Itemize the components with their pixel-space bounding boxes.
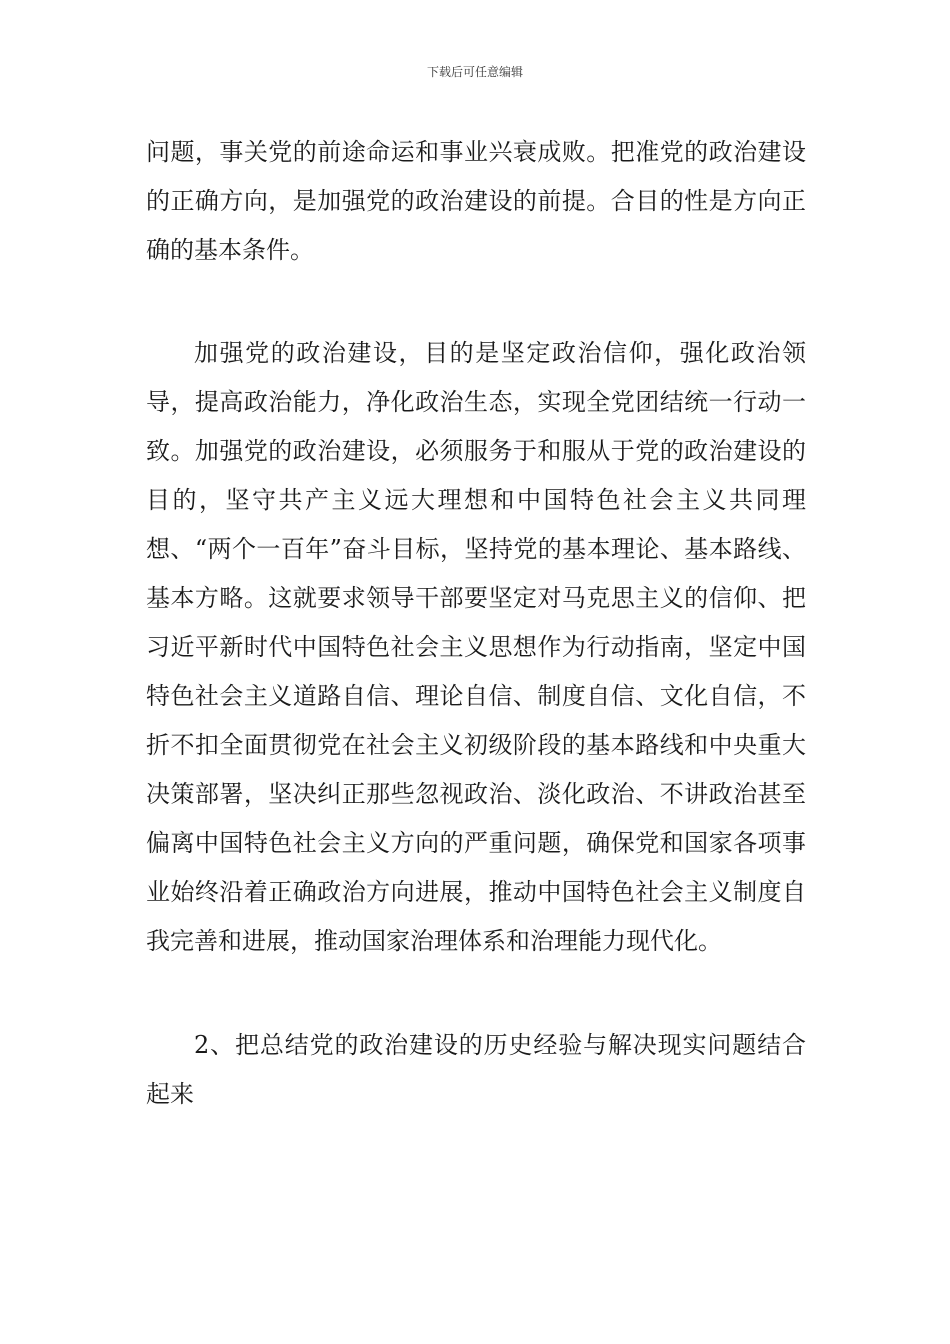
paragraph-political-building-purpose: 加强党的政治建设，目的是坚定政治信仰，强化政治领导，提高政治能力，净化政治生态，实现全党团结统一行动一致。加强党的政治建设，必须服务于和服从于党的政治建设的目的，坚守共产主义远大理想和中国特色社会主义共同理想、“两个一百年”奋斗目标，坚持党的基本理论、基本路线、基本方略。这就要求领导干部要坚定对马克思主义的信仰、把习近平新时代中国特色社会主义思想作为行动指南，坚定中国特色社会主义道路自信、理论自信、制度自信、文化自信，不折不扣全面贯彻党在社会主义初级阶段的基本路线和中央重大决策部署，坚决纠正那些忽视政治、淡化政治、不讲政治甚至偏离中国特色社会主义方向的严重问题，确保党和国家各项事业始终沿着正确政治方向进展，推动中国特色社会主义制度自我完善和进展，推动国家治理体系和治理能力现代化。 (146, 339, 806, 955)
section-heading-2: 2、把总结党的政治建设的历史经验与解决现实问题结合起来 (146, 1031, 806, 1108)
paragraph-continuation: 问题，事关党的前途命运和事业兴衰成败。把准党的政治建设的正确方向，是加强党的政治建设的前提。合目的性是方向正确的基本条件。 (146, 138, 806, 264)
document-body (146, 128, 806, 1119)
page-header-note: 下载后可任意编辑 (426, 65, 523, 79)
